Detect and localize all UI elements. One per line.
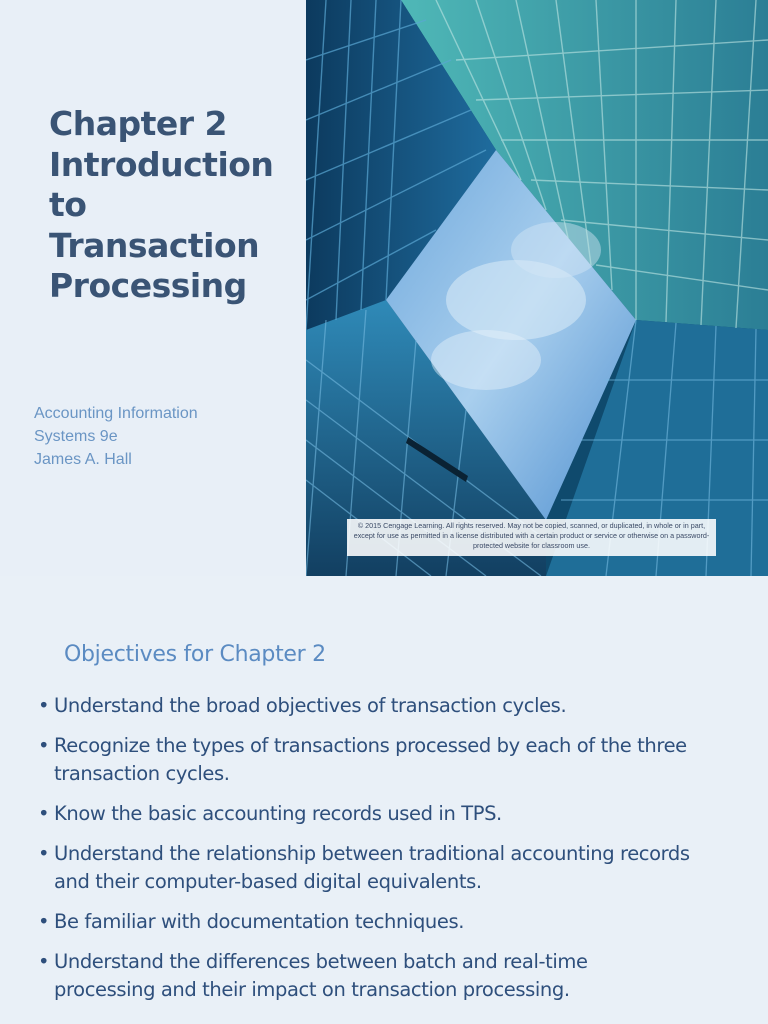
objective-item: • Understand the broad objectives of transaction cycles. <box>38 692 758 720</box>
objective-item: • Know the basic accounting records used in TPS. <box>38 800 758 828</box>
objectives-slide <box>0 596 768 1024</box>
subtitle-line-1: Accounting Information <box>34 405 198 422</box>
copyright-notice: © 2015 Cengage Learning. All rights reserved. May not be copied, scanned, or duplicated, in whole or in part, except for use as permitted in a license distributed with a certain product or service or otherwise on a password-protected website for classroom use. <box>347 519 716 556</box>
subtitle-line-3: James A. Hall <box>34 451 132 468</box>
book-subtitle <box>34 402 294 471</box>
title-line-4: Transaction <box>49 225 260 265</box>
building-photo-illustration <box>306 0 768 576</box>
objective-item: • Be familiar with documentation techniques. <box>38 908 758 936</box>
title-line-1: Chapter 2 <box>49 104 227 143</box>
objective-item: • Understand the relationship between traditional accounting records and their computer-based digital equivalents. <box>38 840 704 896</box>
objectives-list <box>38 692 758 1016</box>
objective-item: • Understand the differences between batch and real-time processing and their impact on transaction processing. <box>38 948 674 1004</box>
title-line-2: Introduction <box>49 144 274 184</box>
slide-title <box>49 104 299 307</box>
title-line-3: to <box>49 185 87 224</box>
cover-photo <box>306 0 768 576</box>
title-line-5: Processing <box>49 266 247 305</box>
objective-item: • Recognize the types of transactions processed by each of the three transaction cycles. <box>38 732 714 788</box>
subtitle-line-2: Systems 9e <box>34 428 118 445</box>
objectives-title: Objectives for Chapter 2 <box>64 642 326 667</box>
